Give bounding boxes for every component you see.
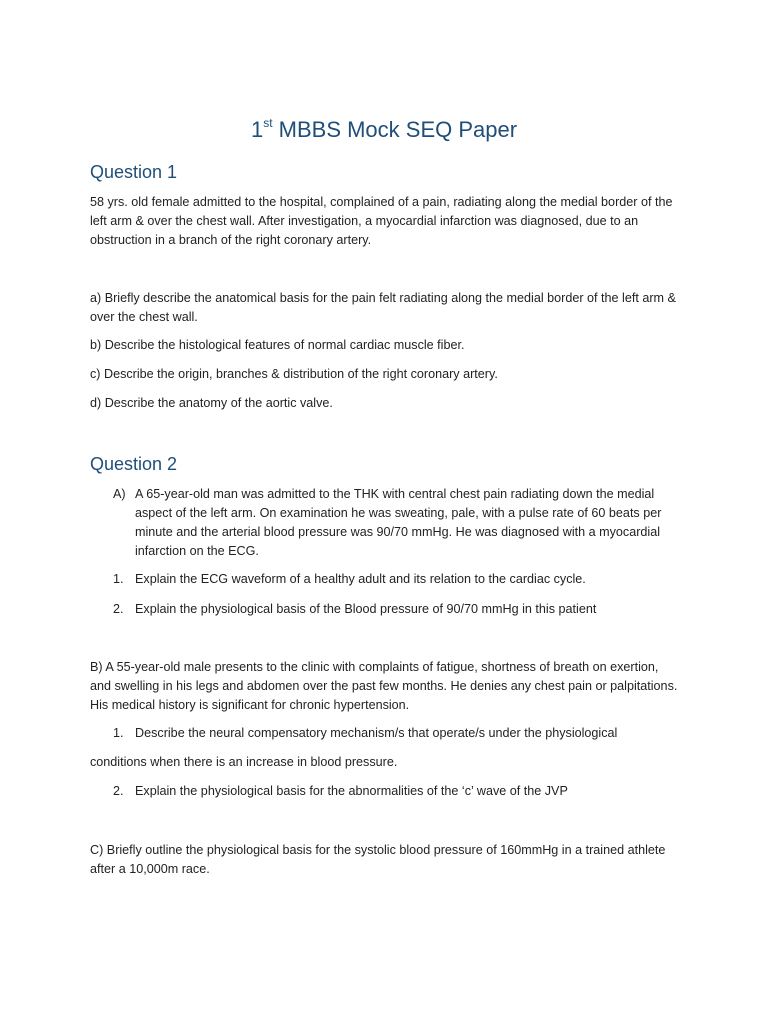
list-item [113, 570, 683, 589]
page-title [0, 117, 768, 143]
title-number: 1 [250, 117, 264, 142]
list-item-text: Describe the neural compensatory mechanism/s that operate/s under the physiological [135, 726, 618, 740]
question-1-intro: 58 yrs. old female admitted to the hospital, complained of a pain, radiating along the medial border of the left arm & over the chest wall. After investigation, a myocardial infarction was diagnosed, due to an obstruction in a branch of the right coronary artery. [90, 195, 673, 247]
list-item [113, 724, 683, 743]
list-item [113, 782, 683, 801]
list-item-text: Explain the physiological basis of the Blood pressure of 90/70 mmHg in this patient [135, 602, 597, 616]
title-text: MBBS Mock SEQ Paper [272, 117, 518, 142]
question-1-part-a: a) Briefly describe the anatomical basis for the pain felt radiating along the medial border of the left arm & over the chest wall. [90, 291, 676, 324]
list-marker: 2. [113, 784, 124, 798]
part-a-text: A 65-year-old man was admitted to the THK with central chest pain radiating down the medial aspect of the left arm. On examination he was sweating, pale, with a pulse rate of 60 beats per minute and the arterial blood pressure was 90/70 mmHg. He was diagnosed with a myocardial infarction on the ECG. [135, 487, 662, 558]
question-1-heading: Question 1 [90, 162, 178, 182]
list-item-text: Explain the physiological basis for the abnormalities of the ‘c’ wave of the JVP [135, 784, 568, 798]
list-item [113, 600, 683, 619]
list-item-continuation: conditions when there is an increase in blood pressure. [90, 755, 398, 769]
question-1-part-c: c) Describe the origin, branches & distribution of the right coronary artery. [90, 367, 498, 381]
question-2-part-a [113, 485, 683, 561]
question-2-heading: Question 2 [90, 454, 178, 474]
question-2-part-b: B) A 55-year-old male presents to the clinic with complaints of fatigue, shortness of breath on exertion, and swelling in his legs and abdomen over the past few months. He denies any chest pain or palpitations. His medical history is significant for chronic hypertension. [90, 660, 678, 712]
list-marker: 1. [113, 572, 124, 586]
title-superscript: st [263, 115, 273, 130]
question-1-part-d: d) Describe the anatomy of the aortic valve. [90, 396, 333, 410]
question-1-part-b: b) Describe the histological features of normal cardiac muscle fiber. [90, 338, 465, 352]
part-a-marker: A) [113, 487, 126, 501]
question-2-part-c: C) Briefly outline the physiological basis for the systolic blood pressure of 160mmHg in a trained athlete after a 10,000m race. [90, 843, 666, 876]
list-marker: 2. [113, 602, 124, 616]
list-item-text: Explain the ECG waveform of a healthy adult and its relation to the cardiac cycle. [135, 572, 586, 586]
list-marker: 1. [113, 726, 124, 740]
